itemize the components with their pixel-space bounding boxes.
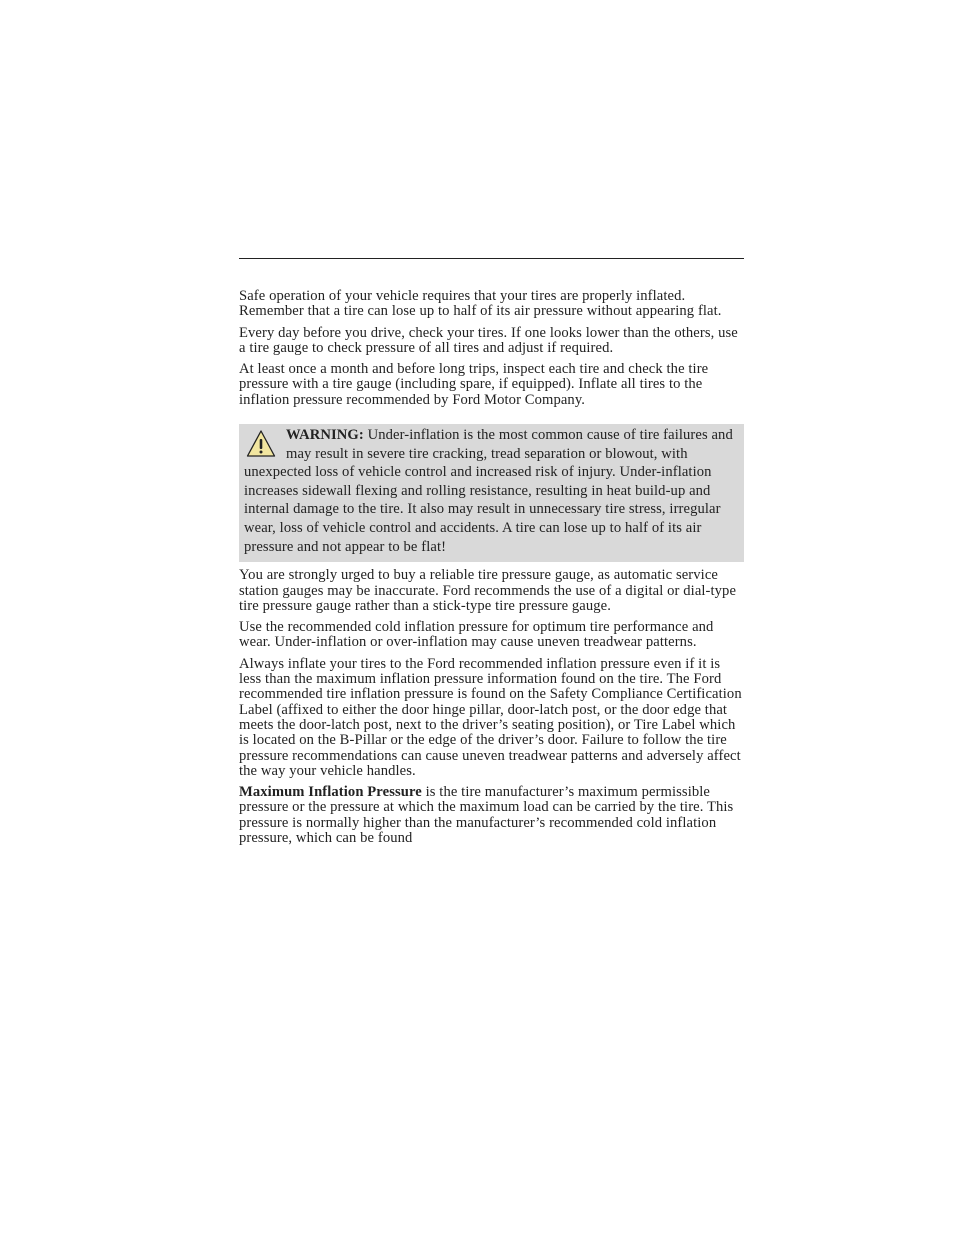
- term-maximum-inflation-pressure: Maximum Inflation Pressure: [239, 784, 422, 801]
- warning-label: WARNING:: [286, 427, 364, 444]
- paragraph-recommended-pressure: Always inflate your tires to the Ford recommended inflation pressure even if it is less than the maximum inflation pressure information found on the tire. The Ford recommended tire inflation pressure is found on the Safety Compliance Certification Label (affixed to either the door hinge pillar, door-latch post, or the door edge that meets the door-latch post, next to the driver’s seating position), or Tire Label which is located on the B-Pillar or the edge of the driver’s door. Failure to follow the tire pressure recommendations can cause uneven treadwear patterns and adversely affect the way your vehicle handles.: [239, 655, 742, 779]
- warning-text: Under-inflation is the most common cause of tire failures and may result in severe tire cracking, tread separation or blowout, with unexpected loss of vehicle control and increased risk of injury. Under-inflation increases sidewall flexing and rolling resistance, resulting in heat build-up and internal damage to the tire. It also may result in unnecessary tire stress, irregular wear, loss of vehicle control and accidents. A tire can lose up to half of its air pressure and not appear to be flat!: [244, 427, 733, 555]
- paragraph-pressure-gauge: You are strongly urged to buy a reliable tire pressure gauge, as automatic service station gauges may be inaccurate. Ford recommends the use of a digital or dial-type tire pressure gauge rather than a stick-type tire pressure gauge.: [239, 567, 737, 614]
- paragraph-maximum-inflation: [239, 785, 744, 846]
- warning-box: [239, 424, 744, 562]
- paragraph-monthly-check: At least once a month and before long trips, inspect each tire and check the tire pressure with a tire gauge (including spare, if equipped). Inflate all tires to the inflation pressure recommended by Ford Motor Company.: [239, 361, 709, 408]
- paragraph-safe-operation: Safe operation of your vehicle requires that your tires are properly inflated. Remember that a tire can lose up to half of its air pressure without appearing flat.: [239, 288, 722, 320]
- header-rule: [239, 258, 744, 259]
- page-content: [239, 289, 744, 852]
- paragraph-daily-check: Every day before you drive, check your tires. If one looks lower than the others, use a tire gauge to check pressure of all tires and adjust if required.: [239, 324, 738, 356]
- warning-triangle-icon: [246, 429, 276, 459]
- paragraph-cold-inflation: Use the recommended cold inflation pressure for optimum tire performance and wear. Under-inflation or over-inflation may cause uneven treadwear patterns.: [239, 619, 714, 651]
- maximum-inflation-text: is the tire manufacturer’s maximum permissible pressure or the pressure at which the maximum load can be carried by the tire. This pressure is normally higher than the manufacturer’s recommended cold inflation pressure, which can be found: [239, 784, 734, 846]
